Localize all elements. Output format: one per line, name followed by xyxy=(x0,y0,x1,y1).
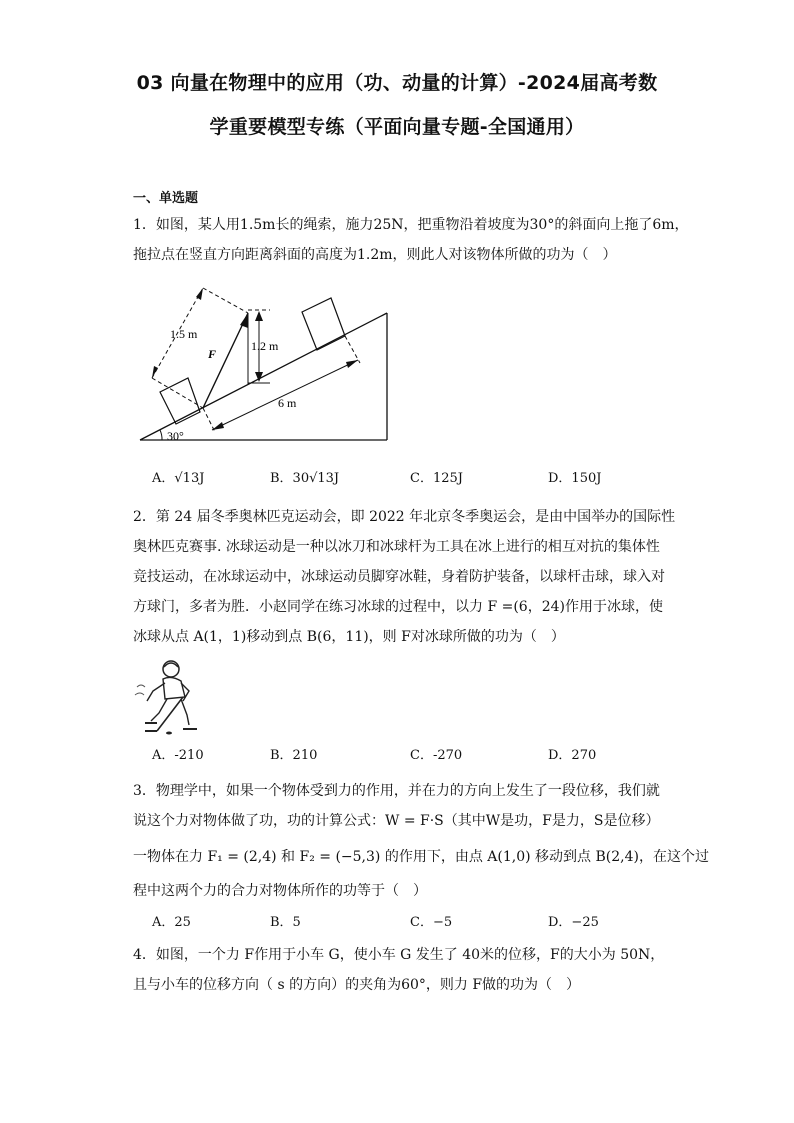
q3-text-line2: 说这个力对物体做了功，功的计算公式：W = F·S（其中W是功，F是力，S是位移） xyxy=(133,813,660,829)
q3-option-d[interactable]: D．−25 xyxy=(548,915,599,930)
q3-option-b[interactable]: B．5 xyxy=(270,915,301,930)
q1-text-line1: 1．如图，某人用1.5m长的绳索，施力25N，把重物沿着坡度为30°的斜面向上拖了6m， xyxy=(133,217,689,233)
q2-text-line2: 奥林匹克赛事. 冰球运动是一种以冰刀和冰球杆为工具在冰上进行的相互对抗的集体性 xyxy=(133,539,660,555)
page-title-line2: 学重要模型专练（平面向量专题-全国通用） xyxy=(209,116,585,138)
q2-text-line1: 2．第 24 届冬季奥林匹克运动会，即 2022 年北京冬季奥运会，是由中国举办的国际性 xyxy=(133,509,676,525)
q3-text-line1: 3．物理学中，如果一个物体受到力的作用，并在力的方向上发生了一段位移，我们就 xyxy=(133,783,660,799)
q2-option-b[interactable]: B．210 xyxy=(270,748,318,763)
q1-incline-figure xyxy=(135,278,395,448)
q1-option-c[interactable]: C．125J xyxy=(410,471,463,486)
q2-text-line3: 竞技运动，在冰球运动中，冰球运动员脚穿冰鞋，身着防护装备，以球杆击球，球入对 xyxy=(133,569,665,585)
q1-label-force: F xyxy=(208,347,217,361)
q4-text-line2: 且与小车的位移方向（ s 的方向）的夹角为60°，则力 F做的功为（ ） xyxy=(133,977,581,993)
q1-label-distance: 6 m xyxy=(278,396,297,410)
q3-text-line3: 一物体在力 F₁ = (2,4) 和 F₂ = (−5,3) 的作用下，由点 A(1,0) 移动到点 B(2,4)，在这个过 xyxy=(133,849,709,865)
q1-text-line2: 拖拉点在竖直方向距离斜面的高度为1.2m，则此人对该物体所做的功为（ ） xyxy=(133,247,617,263)
q2-text-line4: 方球门，多者为胜．小赵同学在练习冰球的过程中，以力 F =(6，24)作用于冰球，使 xyxy=(133,599,663,615)
q2-text-line5: 冰球从点 A(1，1)移动到点 B(6，11)，则 F对冰球所做的功为（ ） xyxy=(133,629,565,645)
q2-option-c[interactable]: C．-270 xyxy=(410,748,463,763)
hockey-player-illustration xyxy=(131,657,211,737)
q2-option-d[interactable]: D．270 xyxy=(548,748,597,763)
q3-text-line4: 程中这两个力的合力对物体所作的功等于（ ） xyxy=(133,883,427,899)
q1-option-a[interactable]: A．√13J xyxy=(152,471,205,486)
q1-option-d[interactable]: D．150J xyxy=(548,471,602,486)
q1-label-height: 1.2 m xyxy=(251,339,279,353)
q1-option-b[interactable]: B．30√13J xyxy=(270,471,340,486)
q3-option-c[interactable]: C．−5 xyxy=(410,915,453,930)
page-title-line1: 03 向量在物理中的应用（功、动量的计算）-2024届高考数 xyxy=(136,72,658,94)
q2-option-a[interactable]: A．-210 xyxy=(152,748,204,763)
q1-label-rope: 1.5 m xyxy=(170,327,198,341)
q4-text-line1: 4．如图，一个力 F作用于小车 G，使小车 G 发生了 40米的位移，F的大小为 50N， xyxy=(133,947,665,963)
q1-label-angle: 30° xyxy=(167,429,184,443)
q3-option-a[interactable]: A．25 xyxy=(152,915,191,930)
section-heading: 一、单选题 xyxy=(133,191,199,206)
